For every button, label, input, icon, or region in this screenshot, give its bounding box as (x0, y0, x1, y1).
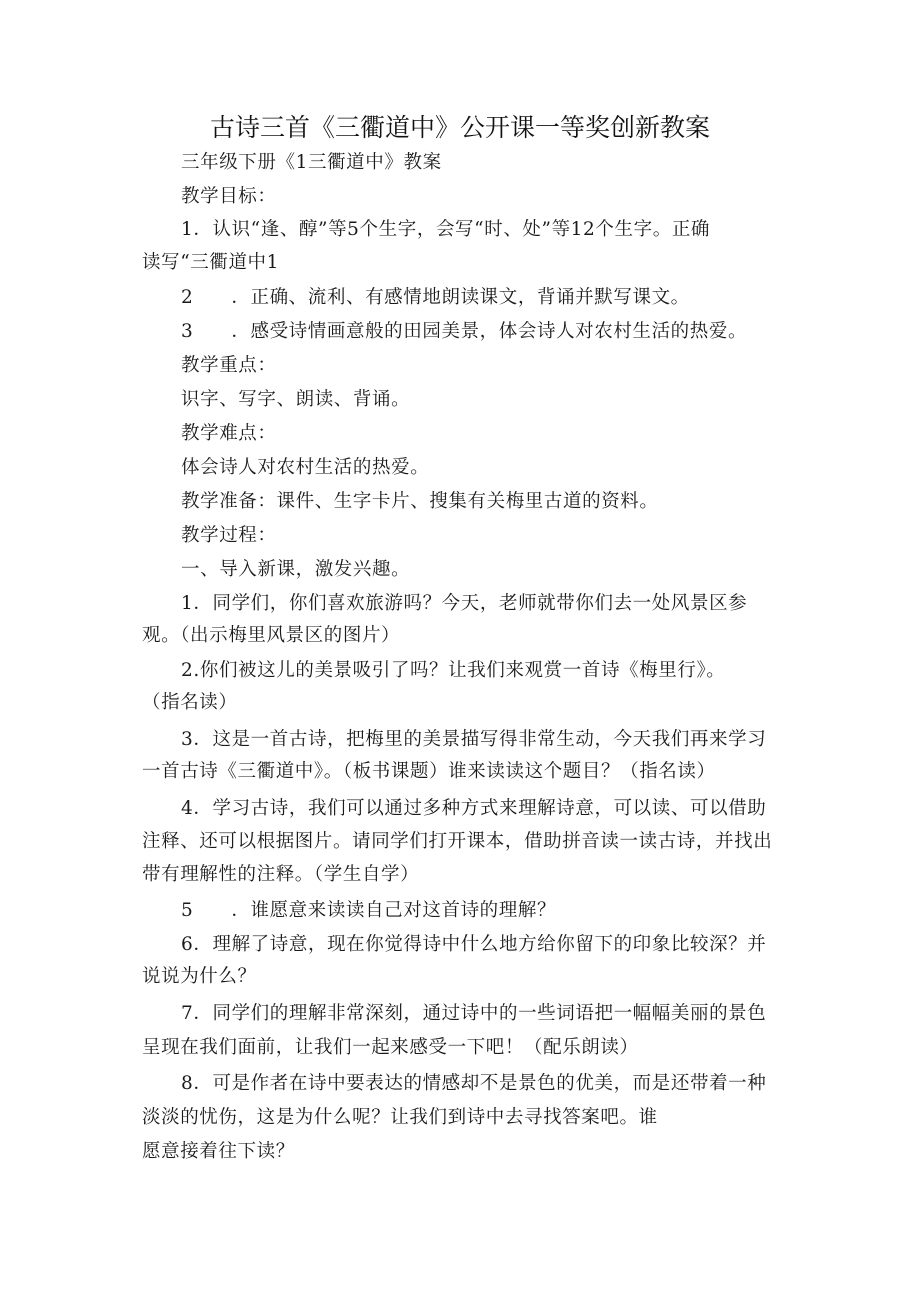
step-4-line-2: 注释、还可以根据图片。请同学们打开课本，借助拼音读一读古诗，并找出 (142, 831, 773, 852)
key-points-text: 识字、写字、朗读、背诵。 (181, 389, 411, 410)
step-8-line-3: 愿意接着往下读？ (142, 1141, 295, 1162)
objective-2-number: 2 (181, 287, 194, 308)
section-1-heading: 一、导入新课，激发兴趣。 (181, 559, 411, 580)
objectives-heading: 教学目标： (181, 186, 277, 207)
key-points-heading: 教学重点： (181, 355, 277, 376)
step-8-line-2: 淡淡的忧伤，这是为什么呢？让我们到诗中去寻找答案吧。谁 (142, 1107, 658, 1128)
step-3-line-1: 3．这是一首古诗，把梅里的美景描写得非常生动，今天我们再来学习 (181, 729, 767, 750)
process-heading: 教学过程： (181, 525, 277, 546)
document-subtitle: 三年级下册《1三衢道中》教案 (181, 152, 442, 173)
step-2-line-1: 2.你们被这儿的美景吸引了吗？让我们来观赏一首诗《梅里行》。 (181, 660, 726, 681)
step-3-line-2: 一首古诗《三衢道中》。（板书课题）谁来读读这个题目？（指名读） (142, 761, 716, 782)
step-6-line-1: 6．理解了诗意，现在你觉得诗中什么地方给你留下的印象比较深？并 (181, 934, 767, 955)
step-4-line-1: 4．学习古诗，我们可以通过多种方式来理解诗意，可以读、可以借助 (181, 798, 767, 819)
step-6-line-2: 说说为什么？ (142, 966, 257, 987)
objective-2 (181, 283, 690, 313)
objective-3 (181, 317, 747, 347)
step-2-line-2: （指名读） (142, 692, 238, 713)
step-7-line-2: 呈现在我们面前，让我们一起来感受一下吧！（配乐朗读） (142, 1037, 639, 1058)
objective-1-line-2: 读写“三衢道中1 (142, 252, 280, 273)
document-title: 古诗三首《三衢道中》公开课一等奖创新教案 (209, 113, 710, 142)
step-5 (181, 896, 556, 926)
objective-2-text: ．正确、流利、有感情地朗读课文，背诵并默写课文。 (231, 287, 690, 308)
difficulties-text: 体会诗人对农村生活的热爱。 (181, 457, 430, 478)
step-1-line-2: 观。（出示梅里风景区的图片） (142, 625, 401, 646)
step-8-line-1: 8．可是作者在诗中要表达的情感却不是景色的优美，而是还带着一种 (181, 1073, 767, 1094)
difficulties-heading: 教学难点： (181, 423, 277, 444)
objective-1-line-1: 1．认识“逢、醇”等5个生字，会写“时、处”等12个生字。正确 (181, 219, 711, 240)
objective-3-text: ．感受诗情画意般的田园美景，体会诗人对农村生活的热爱。 (231, 321, 748, 342)
objective-3-number: 3 (181, 321, 194, 342)
step-5-text: ．谁愿意来读读自己对这首诗的理解？ (231, 900, 557, 921)
step-7-line-1: 7．同学们的理解非常深刻，通过诗中的一些词语把一幅幅美丽的景色 (181, 1003, 767, 1024)
step-1-line-1: 1．同学们，你们喜欢旅游吗？今天，老师就带你们去一处风景区参 (181, 593, 748, 614)
step-4-line-3: 带有理解性的注释。（学生自学） (142, 864, 420, 885)
step-5-number: 5 (181, 900, 194, 921)
preparation-text: 教学准备：课件、生字卡片、搜集有关梅里古道的资料。 (181, 491, 659, 512)
